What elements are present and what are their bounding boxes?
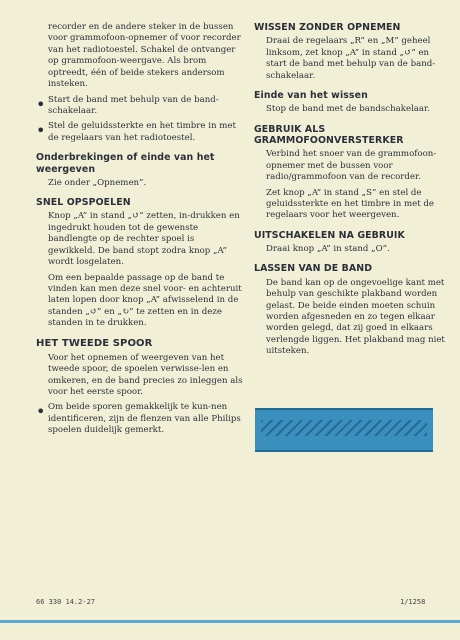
tape-illustration bbox=[255, 408, 433, 452]
bullet-sporen bbox=[36, 402, 244, 436]
heading-onderbrekingen: Onderbrekingen of einde van het weergeven bbox=[36, 152, 215, 175]
footer-code-left: 66 330 14.2-27 bbox=[36, 598, 96, 606]
bullet-start-band bbox=[36, 95, 244, 118]
bullet-dot-icon: • bbox=[36, 121, 46, 141]
heading-lassen: LASSEN VAN DE BAND bbox=[254, 263, 373, 275]
uitschakelen-paragraph: Draai knop „A” in stand „O”. bbox=[266, 244, 390, 255]
footer-code-right: 1/1258 bbox=[400, 598, 426, 606]
bullet-text: Om beide sporen gemakkelijk te kun-nen identificeren, zijn de flenzen van alle Philips spoelen duidelijk gemerkt. bbox=[48, 402, 241, 436]
heading-gebruik: GEBRUIK ALS GRAMMOFOONVERSTERKER bbox=[254, 123, 404, 146]
heading-wissen: WISSEN ZONDER OPNEMEN bbox=[254, 22, 401, 33]
bottom-rule bbox=[0, 620, 460, 623]
gebruik-paragraph-2: Zet knop „A” in stand „S” en stel de geluidssterkte en het timbre in met de regelaars voor het weergeven. bbox=[266, 187, 435, 221]
heading-uitschakelen: UITSCHAKELEN NA GEBRUIK bbox=[254, 229, 405, 241]
bullet-dot-icon: • bbox=[36, 402, 46, 422]
bullet-text: Stel de geluidssterkte en het timbre in met de regelaars van het radiotoestel. bbox=[48, 121, 236, 143]
snel-paragraph-2: Om een bepaalde passage op de band te vinden kan men deze snel voor- en achteruit laten lopen door knop „A” afwisselend in de standen „↺” en „↻” te zetten en in deze standen in te drukken. bbox=[48, 272, 242, 329]
einde-paragraph: Stop de band met de bandschakelaar. bbox=[266, 104, 430, 115]
tape-pattern-icon bbox=[261, 420, 427, 436]
heading-tweede-spoor: HET TWEEDE SPOOR bbox=[36, 337, 153, 349]
snel-paragraph-1: Knop „A” in stand „↺” zetten, in-drukken en ingedrukt houden tot de gewenste bandlengte op de rechter spoel is gewikkeld. De band stopt zodra knop „A” wordt losgelaten. bbox=[48, 211, 240, 268]
intro-paragraph: recorder en de andere steker in de bussen voor grammofoon-opnemer of voor recorder van het radiotoestel. Schakel de ontvanger op grammofoon-weergave. Als brom optreedt, één of beide stekers andersom insteken. bbox=[48, 22, 241, 90]
lassen-paragraph: De band kan op de ongevoelige kant met behulp van geschikte plakband worden gelast. De beide einden moeten schuin worden afgesneden en zo tegen elkaar worden gelegd, dat zij goed in elkaars verlengde liggen. Het plakband mag niet uitsteken. bbox=[266, 277, 445, 357]
heading-snel-opspoelen: SNEL OPSPOELEN bbox=[36, 197, 131, 209]
bullet-text: Start de band met behulp van de band-schakelaar. bbox=[48, 94, 219, 116]
onderbrekingen-text: Zie onder „Opnemen”. bbox=[48, 177, 147, 188]
wissen-paragraph: Draai de regelaars „R” en „M” geheel linksom, zet knop „A” in stand „↺” en start de band met behulp van de band-schakelaar. bbox=[266, 36, 436, 81]
right-column bbox=[254, 22, 446, 362]
bullet-volume bbox=[36, 121, 244, 144]
bullet-dot-icon: • bbox=[36, 94, 46, 114]
gebruik-paragraph-1: Verbind het snoer van de grammofoon-opnemer met de bussen voor radio/grammofoon van de recorder. bbox=[266, 149, 437, 183]
tweede-paragraph: Voor het opnemen of weergeven van het tweede spoor, de spoelen verwisse-len en omkeren, en de band precies zo inleggen als voor het eerste spoor. bbox=[48, 352, 243, 397]
left-column bbox=[36, 22, 244, 441]
heading-einde-wissen: Einde van het wissen bbox=[254, 89, 368, 101]
